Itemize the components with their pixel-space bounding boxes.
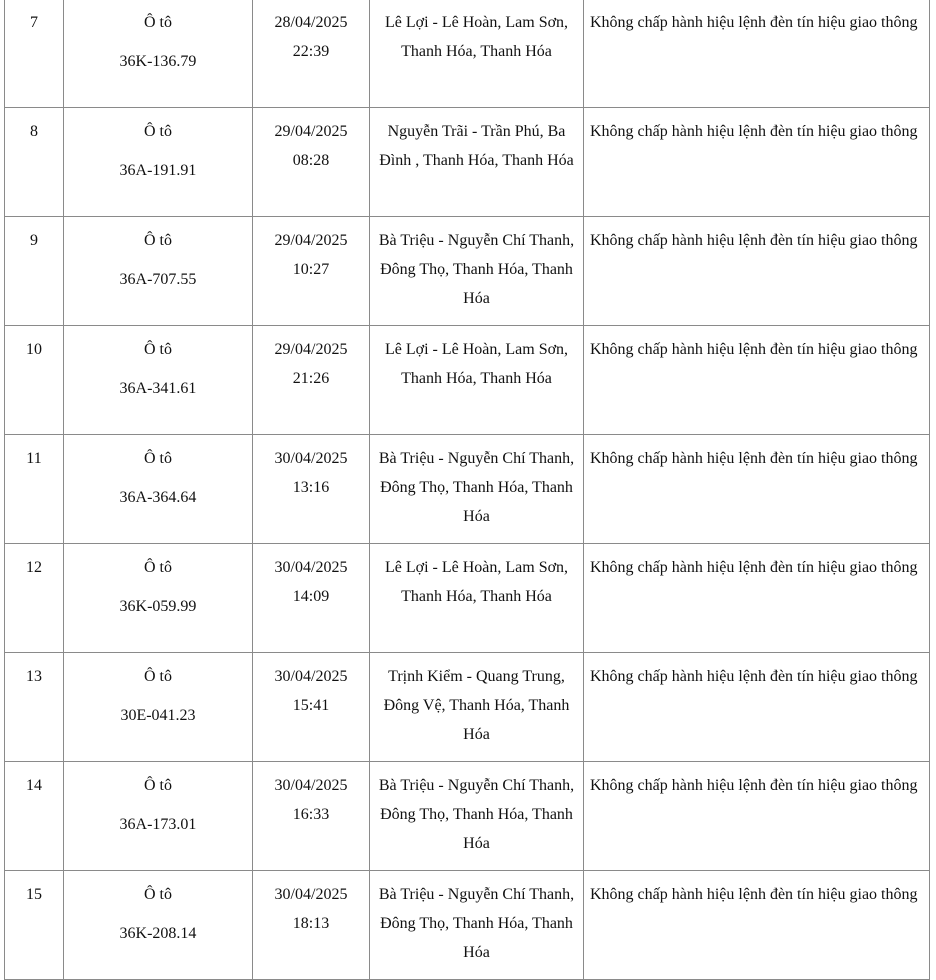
cell-violation: Không chấp hành hiệu lệnh đèn tín hiệu giao thông [584,871,930,980]
table-row [5,762,930,871]
violation-date: 30/04/2025 [274,886,348,903]
license-plate: 36K-136.79 [119,53,197,70]
cell-violation: Không chấp hành hiệu lệnh đèn tín hiệu giao thông [584,326,930,435]
violation-time: 14:09 [292,588,330,605]
license-plate: 36A-191.91 [119,162,197,179]
cell-vehicle [64,108,253,217]
violation-table-body [5,0,930,980]
table-row [5,217,930,326]
cell-location: Bà Triệu - Nguyễn Chí Thanh, Đông Thọ, Thanh Hóa, Thanh Hóa [370,435,584,544]
violation-date: 30/04/2025 [274,777,348,794]
cell-datetime [253,871,370,980]
violation-time: 21:26 [292,370,330,387]
cell-vehicle [64,544,253,653]
table-row [5,871,930,980]
cell-location: Bà Triệu - Nguyễn Chí Thanh, Đông Thọ, Thanh Hóa, Thanh Hóa [370,762,584,871]
cell-location: Nguyễn Trãi - Trần Phú, Ba Đình , Thanh Hóa, Thanh Hóa [370,108,584,217]
table-row [5,108,930,217]
vehicle-type: Ô tô [144,777,172,794]
cell-vehicle [64,0,253,108]
license-plate: 36A-173.01 [119,816,197,833]
violation-time: 22:39 [292,43,330,60]
violation-date: 30/04/2025 [274,450,348,467]
table-row [5,0,930,108]
license-plate: 36K-208.14 [119,925,197,942]
cell-vehicle [64,435,253,544]
vehicle-type: Ô tô [144,886,172,903]
cell-location: Trịnh Kiểm - Quang Trung, Đông Vệ, Thanh Hóa, Thanh Hóa [370,653,584,762]
cell-datetime [253,653,370,762]
cell-location: Lê Lợi - Lê Hoàn, Lam Sơn, Thanh Hóa, Thanh Hóa [370,0,584,108]
cell-datetime [253,326,370,435]
cell-stt: 9 [5,217,64,326]
license-plate: 36A-341.61 [119,380,197,397]
cell-vehicle [64,326,253,435]
violation-date: 29/04/2025 [274,232,348,249]
cell-vehicle [64,653,253,762]
violation-time: 18:13 [292,915,330,932]
cell-stt: 7 [5,0,64,108]
cell-stt: 8 [5,108,64,217]
cell-stt: 11 [5,435,64,544]
cell-violation: Không chấp hành hiệu lệnh đèn tín hiệu giao thông [584,217,930,326]
vehicle-type: Ô tô [144,14,172,31]
cell-datetime [253,217,370,326]
violation-date: 28/04/2025 [274,14,348,31]
violation-date: 30/04/2025 [274,559,348,576]
violation-time: 10:27 [292,261,330,278]
cell-location: Lê Lợi - Lê Hoàn, Lam Sơn, Thanh Hóa, Thanh Hóa [370,544,584,653]
cell-stt: 14 [5,762,64,871]
cell-stt: 12 [5,544,64,653]
cell-violation: Không chấp hành hiệu lệnh đèn tín hiệu giao thông [584,762,930,871]
cell-violation: Không chấp hành hiệu lệnh đèn tín hiệu giao thông [584,653,930,762]
cell-vehicle [64,871,253,980]
cell-stt: 13 [5,653,64,762]
vehicle-type: Ô tô [144,123,172,140]
violation-time: 16:33 [292,806,330,823]
table-row [5,326,930,435]
cell-datetime [253,435,370,544]
vehicle-type: Ô tô [144,341,172,358]
violation-time: 08:28 [292,152,330,169]
table-row [5,653,930,762]
license-plate: 36K-059.99 [119,598,197,615]
cell-stt: 15 [5,871,64,980]
cell-datetime [253,108,370,217]
license-plate: 30E-041.23 [120,707,196,724]
vehicle-type: Ô tô [144,450,172,467]
vehicle-type: Ô tô [144,559,172,576]
violation-table [4,0,930,980]
violation-date: 30/04/2025 [274,668,348,685]
cell-vehicle [64,762,253,871]
cell-location: Bà Triệu - Nguyễn Chí Thanh, Đông Thọ, Thanh Hóa, Thanh Hóa [370,217,584,326]
cell-location: Bà Triệu - Nguyễn Chí Thanh, Đông Thọ, Thanh Hóa, Thanh Hóa [370,871,584,980]
vehicle-type: Ô tô [144,668,172,685]
cell-violation: Không chấp hành hiệu lệnh đèn tín hiệu giao thông [584,435,930,544]
vehicle-type: Ô tô [144,232,172,249]
cell-datetime [253,762,370,871]
violation-time: 15:41 [292,697,330,714]
violation-time: 13:16 [292,479,330,496]
cell-stt: 10 [5,326,64,435]
cell-location: Lê Lợi - Lê Hoàn, Lam Sơn, Thanh Hóa, Thanh Hóa [370,326,584,435]
table-row [5,544,930,653]
violation-date: 29/04/2025 [274,123,348,140]
cell-violation: Không chấp hành hiệu lệnh đèn tín hiệu giao thông [584,0,930,108]
violation-date: 29/04/2025 [274,341,348,358]
license-plate: 36A-364.64 [119,489,197,506]
cell-violation: Không chấp hành hiệu lệnh đèn tín hiệu giao thông [584,108,930,217]
cell-datetime [253,544,370,653]
cell-vehicle [64,217,253,326]
cell-violation: Không chấp hành hiệu lệnh đèn tín hiệu giao thông [584,544,930,653]
license-plate: 36A-707.55 [119,271,197,288]
cell-datetime [253,0,370,108]
table-row [5,435,930,544]
